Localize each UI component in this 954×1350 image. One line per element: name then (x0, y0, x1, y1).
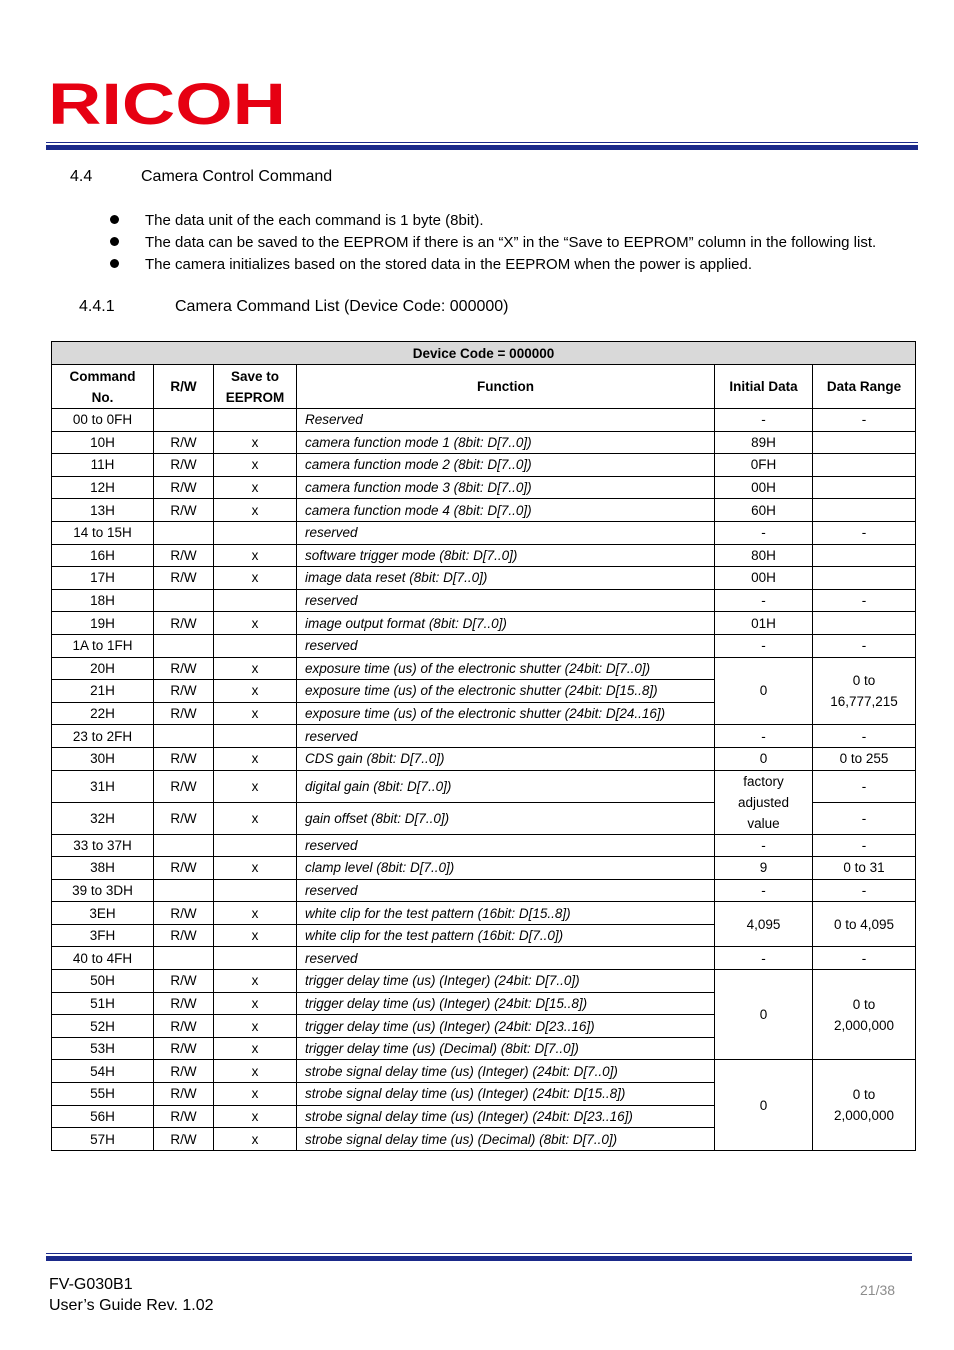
bullet-text: The camera initializes based on the stored data in the EEPROM when the power is applied. (145, 256, 753, 273)
cell-initial-data: 0 (715, 747, 813, 770)
cell-command-no: 19H (52, 612, 154, 635)
table-row (52, 879, 916, 902)
cell-initial-data: - (715, 879, 813, 902)
cell-initial-data: 4,095 (715, 902, 813, 947)
cell-initial-data: 01H (715, 612, 813, 635)
cell-rw (154, 947, 214, 970)
bullet-icon (110, 259, 119, 268)
cell-save: x (214, 970, 297, 993)
cell-function: strobe signal delay time (us) (Integer) (24bit: D[23..16]) (297, 1105, 715, 1128)
table-row (52, 499, 916, 522)
column-initial-data: Initial Data (715, 365, 813, 409)
table-row (52, 431, 916, 454)
cell-command-no: 18H (52, 589, 154, 612)
section-title: Camera Control Command (141, 168, 333, 185)
cell-save: x (214, 802, 297, 834)
cell-function: trigger delay time (us) (Integer) (24bit: D[23..16]) (297, 1015, 715, 1038)
cell-rw: R/W (154, 924, 214, 947)
table-row (52, 970, 916, 993)
cell-save: x (214, 657, 297, 680)
cell-save: x (214, 680, 297, 703)
cell-initial-data: 9 (715, 857, 813, 880)
cell-save: x (214, 612, 297, 635)
cell-rw: R/W (154, 431, 214, 454)
cell-save: x (214, 499, 297, 522)
bullet-item (110, 254, 876, 276)
cell-initial-data: - (715, 947, 813, 970)
table-row (52, 1060, 916, 1083)
cell-initial-data: 00H (715, 567, 813, 590)
cell-rw: R/W (154, 702, 214, 725)
cell-data-range: - (813, 802, 916, 834)
cell-function: strobe signal delay time (us) (Integer) (24bit: D[15..8]) (297, 1083, 715, 1106)
footer-model: FV-G030B1 (49, 1276, 133, 1293)
cell-rw: R/W (154, 567, 214, 590)
cell-save: x (214, 902, 297, 925)
cell-rw (154, 589, 214, 612)
cell-function: camera function mode 1 (8bit: D[7..0]) (297, 431, 715, 454)
cell-function: trigger delay time (us) (Decimal) (8bit: D[7..0]) (297, 1037, 715, 1060)
cell-initial-data: 89H (715, 431, 813, 454)
cell-command-no: 00 to 0FH (52, 409, 154, 432)
cell-initial-data: - (715, 521, 813, 544)
cell-function: strobe signal delay time (us) (Integer) (24bit: D[7..0]) (297, 1060, 715, 1083)
cell-rw: R/W (154, 902, 214, 925)
cell-function: camera function mode 2 (8bit: D[7..0]) (297, 454, 715, 477)
table-row (52, 409, 916, 432)
cell-command-no: 13H (52, 499, 154, 522)
cell-data-range: 0 to 31 (813, 857, 916, 880)
cell-rw: R/W (154, 657, 214, 680)
cell-data-range (813, 476, 916, 499)
cell-initial-data: factory adjusted value (715, 770, 813, 834)
cell-function: reserved (297, 947, 715, 970)
cell-function: clamp level (8bit: D[7..0]) (297, 857, 715, 880)
cell-function: reserved (297, 834, 715, 857)
cell-data-range: - (813, 634, 916, 657)
table-row (52, 902, 916, 925)
cell-save: x (214, 857, 297, 880)
cell-function: exposure time (us) of the electronic shutter (24bit: D[24..16]) (297, 702, 715, 725)
cell-command-no: 11H (52, 454, 154, 477)
cell-data-range (813, 612, 916, 635)
table-row (52, 567, 916, 590)
cell-initial-data: - (715, 634, 813, 657)
bullet-icon (110, 215, 119, 224)
cell-data-range: 0 to 2,000,000 (813, 970, 916, 1060)
cell-save: x (214, 431, 297, 454)
table-row (52, 747, 916, 770)
cell-data-range (813, 544, 916, 567)
cell-save (214, 947, 297, 970)
cell-data-range: 0 to 16,777,215 (813, 657, 916, 725)
cell-function: reserved (297, 521, 715, 544)
header-rule (46, 145, 918, 150)
command-table (51, 341, 916, 1151)
cell-initial-data: 0FH (715, 454, 813, 477)
cell-rw (154, 879, 214, 902)
cell-rw: R/W (154, 1037, 214, 1060)
cell-data-range: - (813, 947, 916, 970)
cell-function: Reserved (297, 409, 715, 432)
table-row (52, 454, 916, 477)
table-row (52, 947, 916, 970)
cell-rw: R/W (154, 992, 214, 1015)
cell-rw: R/W (154, 970, 214, 993)
cell-command-no: 14 to 15H (52, 521, 154, 544)
subsection-heading (79, 298, 508, 316)
cell-command-no: 54H (52, 1060, 154, 1083)
cell-save: x (214, 567, 297, 590)
cell-data-range (813, 499, 916, 522)
cell-data-range: 0 to 2,000,000 (813, 1060, 916, 1150)
footer-guide: User’s Guide Rev. 1.02 (49, 1297, 214, 1314)
cell-function: white clip for the test pattern (16bit: D[7..0]) (297, 924, 715, 947)
cell-initial-data: - (715, 834, 813, 857)
cell-rw: R/W (154, 454, 214, 477)
cell-save: x (214, 544, 297, 567)
cell-command-no: 39 to 3DH (52, 879, 154, 902)
cell-command-no: 23 to 2FH (52, 725, 154, 748)
cell-save: x (214, 1015, 297, 1038)
cell-command-no: 55H (52, 1083, 154, 1106)
cell-function: exposure time (us) of the electronic shutter (24bit: D[7..0]) (297, 657, 715, 680)
bullet-item (110, 232, 876, 254)
cell-command-no: 22H (52, 702, 154, 725)
cell-command-no: 51H (52, 992, 154, 1015)
cell-rw (154, 521, 214, 544)
cell-command-no: 3EH (52, 902, 154, 925)
cell-initial-data: - (715, 725, 813, 748)
cell-rw: R/W (154, 612, 214, 635)
cell-rw (154, 725, 214, 748)
cell-rw (154, 409, 214, 432)
cell-initial-data: 00H (715, 476, 813, 499)
cell-save: x (214, 702, 297, 725)
page-number: 21/38 (860, 1282, 896, 1298)
cell-rw: R/W (154, 1128, 214, 1151)
cell-rw: R/W (154, 857, 214, 880)
cell-save (214, 521, 297, 544)
cell-rw: R/W (154, 1105, 214, 1128)
column-save-to-eeprom: Save to EEPROM (214, 365, 297, 409)
table-row (52, 770, 916, 802)
cell-function: reserved (297, 634, 715, 657)
table-row (52, 589, 916, 612)
cell-data-range: - (813, 879, 916, 902)
column-command: Command No. (52, 365, 154, 409)
table-body (52, 409, 916, 1151)
cell-save: x (214, 476, 297, 499)
cell-data-range (813, 567, 916, 590)
cell-initial-data: - (715, 589, 813, 612)
table-row (52, 521, 916, 544)
table-row (52, 725, 916, 748)
cell-data-range (813, 431, 916, 454)
cell-data-range: - (813, 834, 916, 857)
cell-function: reserved (297, 589, 715, 612)
cell-command-no: 33 to 37H (52, 834, 154, 857)
cell-save: x (214, 1060, 297, 1083)
cell-command-no: 32H (52, 802, 154, 834)
table-row (52, 544, 916, 567)
table-row (52, 476, 916, 499)
cell-command-no: 16H (52, 544, 154, 567)
cell-save (214, 409, 297, 432)
cell-rw (154, 634, 214, 657)
cell-save: x (214, 992, 297, 1015)
cell-save (214, 634, 297, 657)
cell-data-range: - (813, 725, 916, 748)
table-row (52, 857, 916, 880)
cell-command-no: 50H (52, 970, 154, 993)
cell-data-range: - (813, 589, 916, 612)
footer-doc-info (49, 1274, 214, 1316)
table-title: Device Code = 000000 (52, 342, 916, 365)
cell-data-range: 0 to 4,095 (813, 902, 916, 947)
cell-initial-data: 0 (715, 657, 813, 725)
cell-function: camera function mode 3 (8bit: D[7..0]) (297, 476, 715, 499)
cell-function: image data reset (8bit: D[7..0]) (297, 567, 715, 590)
bullet-item (110, 210, 876, 232)
cell-save: x (214, 1083, 297, 1106)
cell-save (214, 879, 297, 902)
cell-function: exposure time (us) of the electronic shutter (24bit: D[15..8]) (297, 680, 715, 703)
cell-data-range: - (813, 521, 916, 544)
cell-command-no: 20H (52, 657, 154, 680)
cell-data-range: 0 to 255 (813, 747, 916, 770)
cell-command-no: 17H (52, 567, 154, 590)
cell-rw: R/W (154, 770, 214, 802)
section-heading (70, 168, 332, 186)
cell-command-no: 57H (52, 1128, 154, 1151)
cell-save (214, 725, 297, 748)
cell-command-no: 21H (52, 680, 154, 703)
cell-data-range: - (813, 409, 916, 432)
cell-save: x (214, 1128, 297, 1151)
cell-initial-data: - (715, 409, 813, 432)
cell-command-no: 56H (52, 1105, 154, 1128)
cell-function: strobe signal delay time (us) (Decimal) (8bit: D[7..0]) (297, 1128, 715, 1151)
column-data-range: Data Range (813, 365, 916, 409)
cell-rw: R/W (154, 747, 214, 770)
cell-function: digital gain (8bit: D[7..0]) (297, 770, 715, 802)
table-row (52, 834, 916, 857)
cell-function: reserved (297, 879, 715, 902)
table-row (52, 612, 916, 635)
cell-function: reserved (297, 725, 715, 748)
cell-rw: R/W (154, 544, 214, 567)
cell-function: image output format (8bit: D[7..0]) (297, 612, 715, 635)
cell-function: white clip for the test pattern (16bit: D[15..8]) (297, 902, 715, 925)
cell-command-no: 52H (52, 1015, 154, 1038)
cell-data-range: - (813, 770, 916, 802)
cell-save: x (214, 924, 297, 947)
bullet-text: The data unit of the each command is 1 byte (8bit). (145, 212, 484, 229)
subsection-title: Camera Command List (Device Code: 000000) (175, 298, 509, 315)
column-rw: R/W (154, 365, 214, 409)
cell-function: trigger delay time (us) (Integer) (24bit: D[7..0]) (297, 970, 715, 993)
cell-function: gain offset (8bit: D[7..0]) (297, 802, 715, 834)
cell-initial-data: 0 (715, 970, 813, 1060)
column-function: Function (297, 365, 715, 409)
cell-command-no: 31H (52, 770, 154, 802)
cell-function: CDS gain (8bit: D[7..0]) (297, 747, 715, 770)
subsection-number: 4.4.1 (79, 298, 115, 315)
table-row (52, 657, 916, 680)
cell-initial-data: 0 (715, 1060, 813, 1150)
cell-command-no: 1A to 1FH (52, 634, 154, 657)
table-row (52, 634, 916, 657)
cell-rw: R/W (154, 499, 214, 522)
cell-initial-data: 80H (715, 544, 813, 567)
svg-text:RICOH: RICOH (48, 78, 286, 128)
cell-save: x (214, 770, 297, 802)
cell-function: software trigger mode (8bit: D[7..0]) (297, 544, 715, 567)
cell-save: x (214, 747, 297, 770)
cell-rw: R/W (154, 1060, 214, 1083)
cell-command-no: 53H (52, 1037, 154, 1060)
cell-function: camera function mode 4 (8bit: D[7..0]) (297, 499, 715, 522)
bullet-icon (110, 237, 119, 246)
cell-command-no: 10H (52, 431, 154, 454)
cell-save (214, 589, 297, 612)
cell-function: trigger delay time (us) (Integer) (24bit: D[15..8]) (297, 992, 715, 1015)
cell-command-no: 12H (52, 476, 154, 499)
bullet-text: The data can be saved to the EEPROM if there is an “X” in the “Save to EEPROM” column in the following list. (145, 234, 877, 251)
cell-rw: R/W (154, 1083, 214, 1106)
cell-rw (154, 834, 214, 857)
cell-command-no: 3FH (52, 924, 154, 947)
cell-command-no: 38H (52, 857, 154, 880)
cell-rw: R/W (154, 680, 214, 703)
footer-rule (46, 1256, 912, 1261)
cell-save: x (214, 454, 297, 477)
cell-save: x (214, 1037, 297, 1060)
bullet-list (110, 210, 876, 276)
cell-data-range (813, 454, 916, 477)
cell-rw: R/W (154, 476, 214, 499)
cell-rw: R/W (154, 802, 214, 834)
cell-save (214, 834, 297, 857)
cell-initial-data: 60H (715, 499, 813, 522)
cell-save: x (214, 1105, 297, 1128)
cell-command-no: 40 to 4FH (52, 947, 154, 970)
ricoh-logo (48, 78, 288, 128)
cell-rw: R/W (154, 1015, 214, 1038)
cell-command-no: 30H (52, 747, 154, 770)
section-number: 4.4 (70, 168, 93, 185)
